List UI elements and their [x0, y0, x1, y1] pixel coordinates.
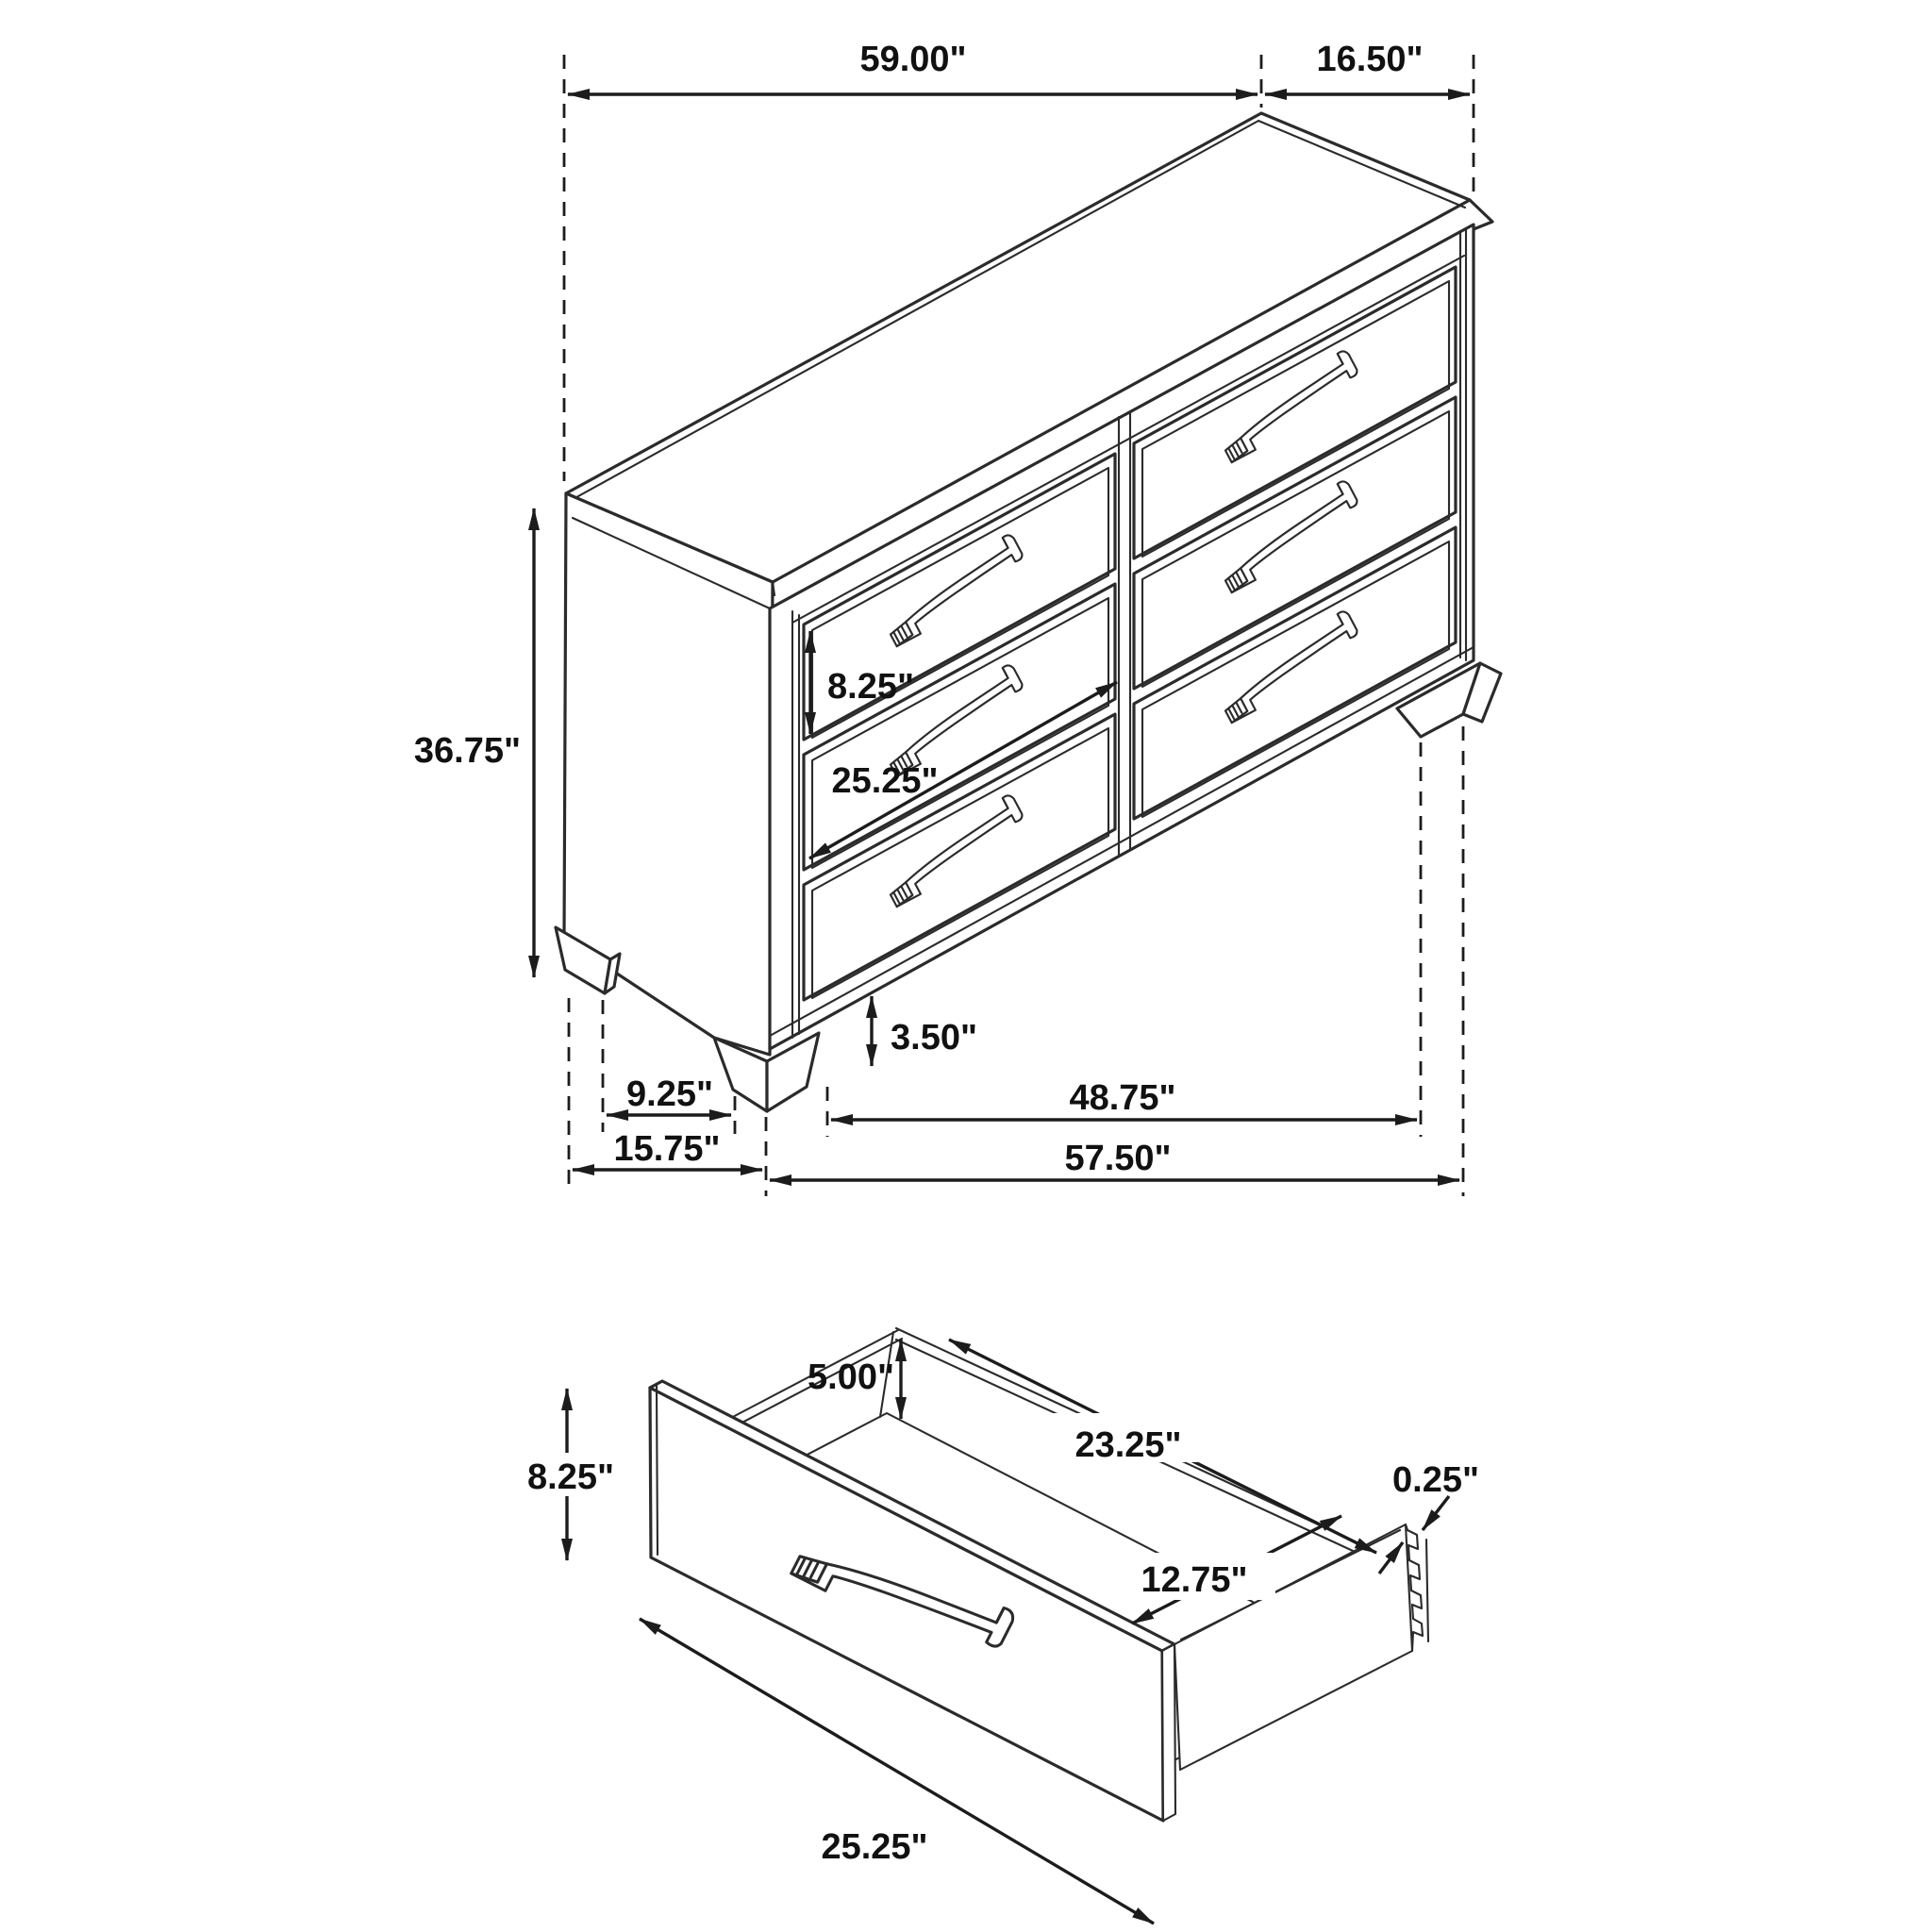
dim-drawer-front-height2: 8.25" — [527, 1457, 614, 1497]
dim-base-span-between-feet: 48.75" — [1069, 1078, 1176, 1118]
dim-base-width: 57.50" — [1064, 1139, 1172, 1178]
dim-inner-width: 23.25" — [1074, 1425, 1182, 1465]
dim-top-depth: 16.50" — [1316, 40, 1424, 79]
dim-front-width: 25.25" — [821, 1827, 928, 1867]
dim-inner-depth: 12.75" — [1141, 1560, 1248, 1600]
dim-base-depth: 15.75" — [613, 1129, 721, 1169]
dim-drawer-front-width: 25.25" — [831, 761, 939, 801]
dim-overall-height: 36.75" — [413, 731, 521, 771]
dim-leg-height: 3.50" — [891, 1018, 977, 1058]
dim-top-width: 59.00" — [859, 40, 967, 79]
dim-drawer-front-height: 8.25" — [827, 667, 914, 707]
drawer-diagram — [527, 1328, 1479, 1924]
dim-panel-thickness: 0.25" — [1392, 1460, 1479, 1500]
dresser-diagram — [414, 40, 1501, 1196]
dim-inner-height: 5.00" — [808, 1357, 894, 1397]
dim-foot-gap: 9.25" — [626, 1074, 713, 1114]
